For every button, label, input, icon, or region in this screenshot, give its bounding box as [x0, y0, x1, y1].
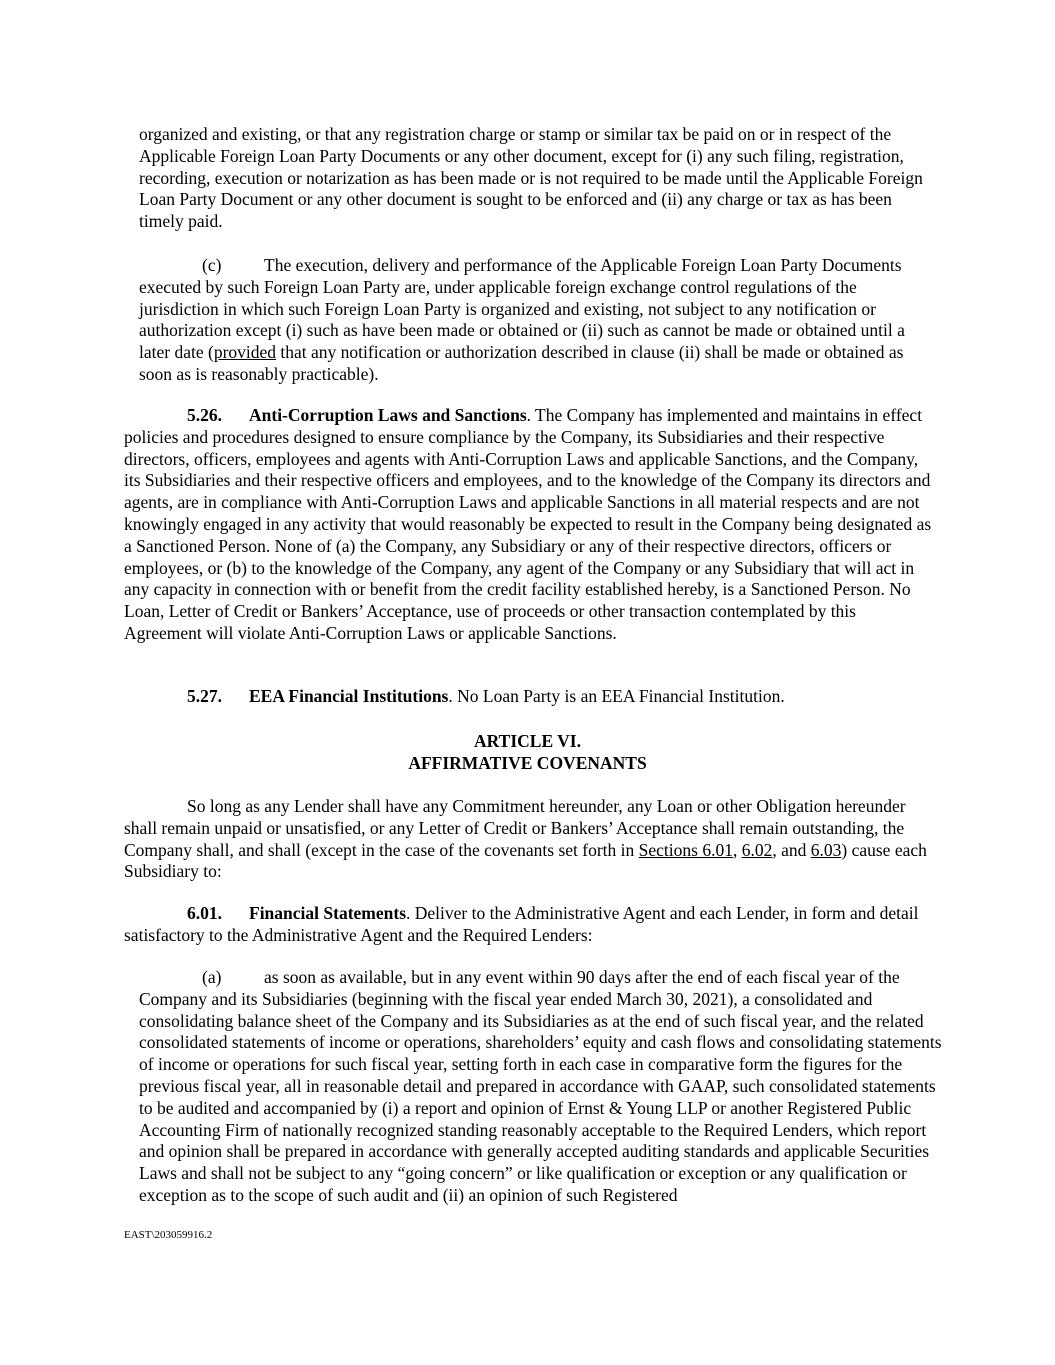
- section-6-01-heading: Financial Statements: [249, 903, 407, 923]
- intro-sep-1: ,: [732, 839, 742, 860]
- ref-6-03: 6.03: [810, 839, 842, 860]
- clause-6-01-a: [139, 967, 949, 1207]
- intro-text-a: So long as any Lender shall have any Commitment hereunder, any Loan or other Obligation hereunder shall remain unpaid or unsatisfied, or any Letter of Credit or Bankers’ Acceptance shall remain outstanding, the Company shall, and shall (except in the case of the covenants set forth in: [124, 796, 906, 860]
- section-5-26: [124, 405, 934, 645]
- section-5-27-text: . No Loan Party is an EEA Financial Institution.: [448, 686, 785, 706]
- paragraph-continuation: organized and existing, or that any registration charge or stamp or similar tax be paid on or in respect of the Applicable Foreign Loan Party Documents or any other document, except for (i) any such filing, registration, recording, execution or notarization as has been made or is not required to be made until the Applicable Foreign Loan Party Document or any other document is sought to be enforced and (ii) any charge or tax as has been timely paid.: [139, 124, 923, 232]
- article-title: AFFIRMATIVE COVENANTS: [408, 753, 647, 773]
- clause-c-label: (c): [202, 255, 222, 275]
- clause-c-provided: provided: [213, 342, 277, 363]
- clause-c: [139, 255, 939, 386]
- section-5-26-text: . The Company has implemented and maintains in effect policies and procedures designed to ensure compliance by the Company, its Subsidiaries and their respective directors, officers, employees and agents with Anti-Corruption Laws and applicable Sanctions, and the Company, its Subsidiaries and their respective officers and employees, and to the knowledge of the Company its directors and agents, are in compliance with Anti-Corruption Laws and applicable Sanctions in all material respects and are not knowingly engaged in any activity that would reasonably be expected to result in the Company being designated as a Sanctioned Person. None of (a) the Company, any Subsidiary or any of their respective directors, officers or employees, or (b) to the knowledge of the Company, any agent of the Company or any Subsidiary that will act in any capacity in connection with or benefit from the credit facility established hereby, is a Sanctioned Person. No Loan, Letter of Credit or Bankers’ Acceptance, use of proceeds or other transaction contemplated by this Agreement will violate Anti-Corruption Laws or applicable Sanctions.: [124, 405, 932, 643]
- section-6-01-number: 6.01.: [187, 903, 222, 923]
- article-intro: [124, 796, 934, 883]
- document-footer-id: EAST\203059916.2: [124, 1229, 213, 1241]
- ref-6-02: 6.02: [741, 839, 773, 860]
- section-5-26-number: 5.26.: [187, 405, 222, 425]
- clause-a-label: (a): [202, 967, 222, 987]
- clause-a-text: as soon as available, but in any event within 90 days after the end of each fiscal year of the Company and its Subsidiaries (beginning with the fiscal year ended March 30, 2021), a consolidated and consolidating balance sheet of the Company and its Subsidiaries as at the end of such fiscal year, and the related consolidated statements of income or operations, shareholders’ equity and cash flows and consolidating statements of income or operations for such fiscal year, setting forth in each case in comparative form the figures for the previous fiscal year, all in reasonable detail and prepared in accordance with GAAP, such consolidated statements to be audited and accompanied by (i) a report and opinion of Ernst & Young LLP or another Registered Public Accounting Firm of nationally recognized standing reasonably acceptable to the Required Lenders, which report and opinion shall be prepared in accordance with generally accepted auditing standards and applicable Securities Laws and shall not be subject to any “going concern” or like qualification or exception or any qualification or exception as to the scope of such audit and (ii) an opinion of such Registered: [139, 967, 942, 1205]
- section-5-27-number: 5.27.: [187, 686, 222, 706]
- clause-c-text-a: The execution, delivery and performance of the Applicable Foreign Loan Party Documents executed by such Foreign Loan Party are, under applicable foreign exchange control regulations of the jurisdiction in which such Foreign Loan Party is organized and existing, not subject to any notification or authorization except (i) such as have been made or obtained or (ii) such as cannot be made or obtained until a later date (: [139, 255, 905, 363]
- section-6-01-text: . Deliver to the Administrative Agent and each Lender, in form and detail satisfactory to the Administrative Agent and the Required Lenders:: [124, 903, 919, 945]
- clause-c-text-b: that any notification or authorization described in clause (ii) shall be made or obtained as soon as is reasonably practicable).: [139, 342, 904, 384]
- section-5-27-heading: EEA Financial Institutions: [249, 686, 449, 706]
- intro-sep-2: , and: [772, 839, 811, 860]
- intro-text-b: ) cause each Subsidiary to:: [124, 839, 927, 882]
- section-6-01: [124, 903, 934, 947]
- section-5-27: [124, 686, 934, 708]
- section-5-26-heading: Anti-Corruption Laws and Sanctions: [249, 405, 527, 425]
- ref-sections-6-01: Sections 6.01: [638, 839, 733, 860]
- article-number: ARTICLE VI.: [473, 731, 581, 751]
